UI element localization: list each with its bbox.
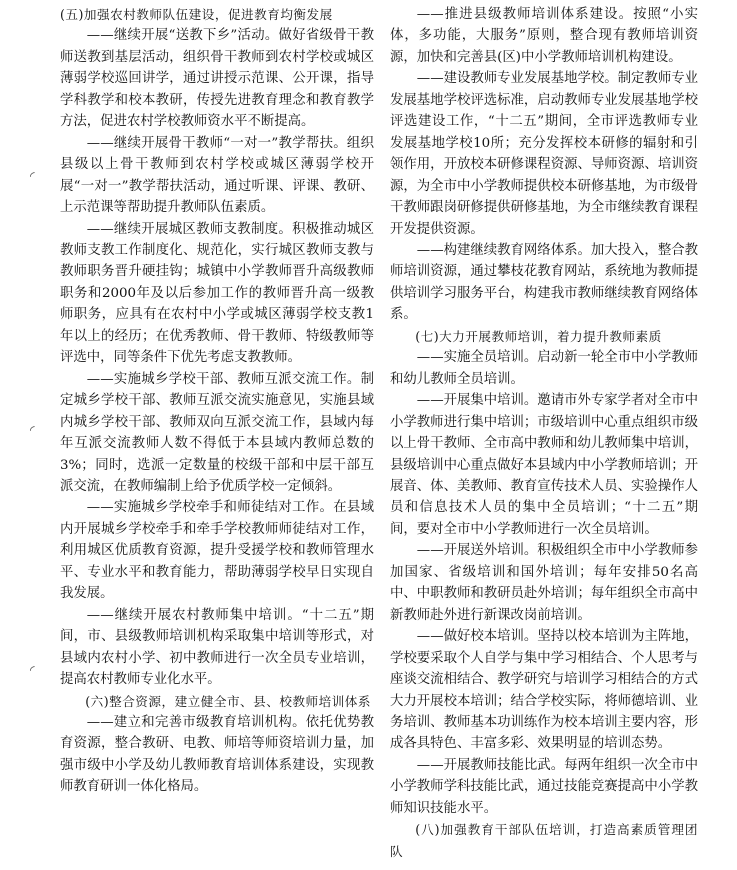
paragraph: ——建设教师专业发展基地学校。制定教师专业发展基地学校评选标准，启动教师专业发展基地学校评选建设工作，“十二五”期间，全市评选教师专业发展基地学校10所；充分发挥校本研修的辐射和引领作用，开放校本研修课程资源、导师资源、培训资源，为全市中小学教师提供校本研修基地，为市级骨干教师跟岗研修提供研修基地，为全市继续教育课程开发提供资源。 [390,71,698,237]
paragraph: ——开展送外培训。积极组织全市中小学教师参加国家、省级培训和国外培训；每年安排50名高中、中职教师和教研员赴外培训；每年组织全市高中新教师赴外进行新课改岗前培训。 [390,543,698,623]
right-column [390,4,698,862]
paragraph: ——继续开展“送教下乡”活动。做好省级骨干教师送教到基层活动，组织骨干教师到农村学校或城区薄弱学校巡回讲学，通过讲授示范课、公开课，指导学科教学和校本教研，传授先进教育理念和教育教学方法，促进农村学校教师资水平不断提高。 [60,28,374,130]
paragraph: ——继续开展农村教师集中培训。“十二五”期间，市、县级教师培训机构采取集中培训等形式，对县域内农村小学、初中教师进行一次全员专业培训，提高农村教师专业化水平。 [60,607,374,688]
paragraph: ——开展教师技能比武。每两年组织一次全市中小学教师学科技能比武，通过技能竞赛提高中小学教师知识技能水平。 [390,757,698,816]
paragraph: ——实施城乡学校干部、教师互派交流工作。制定城乡学校干部、教师互派交流实施意见，实施县域内城乡学校干部、教师双向互派交流工作，县域内每年互派交流教师人数不得低于本县域内教师总数的3%；同时，选派一定数量的校级干部和中层干部互派交流，在教师编制上给予优质学校一定倾斜。 [60,371,374,494]
paragraph: ——构建继续教育网络体系。加大投入，整合教师培训资源，通过攀枝花教育网站，系统地为教师提供培训学习服务平台，构建我市教师继续教育网络体系。 [390,242,698,323]
section-heading-6: (六)整合资源，建立健全市、县、校教师培训体系 [85,693,371,709]
paragraph: ——开展集中培训。邀请市外专家学者对全市中小学教师进行集中培训；市级培训中心重点组织市级以上骨干教师、全市高中教师和幼儿教师集中培训，县级培训中心重点做好本县域内中小学教师培训；开展音、体、美教师、教育宣传技术人员、实验操作人员和信息技术人员的集中全员培训；“十二五”期间，要对全市中小学教师进行一次全员培训。 [390,393,698,537]
paragraph: ——实施全员培训。启动新一轮全市中小学教师和幼儿教师全员培训。 [390,350,698,387]
paragraph: ——继续开展骨干教师“一对一”教学帮扶。组织县级以上骨干教师到农村学校或城区薄弱学校开展“一对一”教学帮扶活动，通过听课、评课、教研、上示范课等帮助提升教师队伍素质。 [60,135,374,216]
left-column [60,4,374,798]
section-heading-7: (七)大力开展教师培训，着力提升教师素质 [415,328,662,344]
paragraph: ——推进县级教师培训体系建设。按照“小实体，多功能，大服务”原则，整合现有教师培训资源，加快和完善县(区)中小学教师培训机构建设。 [390,7,698,65]
paragraph: ——继续开展城区教师支教制度。积极推动城区教师支教工作制度化、规范化，实行城区教师支教与教师职务晋升硬挂钩；城镇中小学教师晋升高级教师职务和2000年及以后参加工作的教师晋升高一级教师职务，应具有在农村中小学或城区薄弱学校支教1年以上的经历；在优秀教师、骨干教师、特级教师等评选中，同等条件下优先考虑支教教师。 [60,221,374,366]
paragraph: ——建立和完善市级教育培训机构。依托优势教育资源，整合教研、电教、师培等师资培训力量，加强市级中小学及幼儿教师教育培训体系建设，实现教师教育研训一体化格局。 [60,714,374,795]
paragraph: ——实施城乡学校牵手和师徒结对工作。在县域内开展城乡学校牵手和牵手学校教师师徒结对工作，利用城区优质教育资源，提升受援学校和教师管理水平、专业水平和教育能力，帮助薄弱学校早日实现自我发展。 [60,500,374,602]
binding-hole-mark: ◜ [30,169,35,183]
binding-hole-mark: ◜ [30,423,35,437]
section-heading-5: (五)加强农村教师队伍建设，促进教育均衡发展 [60,7,333,22]
paragraph: ——做好校本培训。坚持以校本培训为主阵地，学校要采取个人自学与集中学习相结合、个人思考与座谈交流相结合、教学研究与培训学习相结合的方式大力开展校本培训；结合学校实际，将师德培训、业务培训、教师基本功训练作为校本培训主要内容，形成各具特色、丰富多彩、效果明显的培训态势。 [390,629,698,752]
section-heading-8: (八)加强教育干部队伍培训，打造高素质管理团队 [390,822,698,859]
binding-hole-mark: ◜ [30,663,35,677]
